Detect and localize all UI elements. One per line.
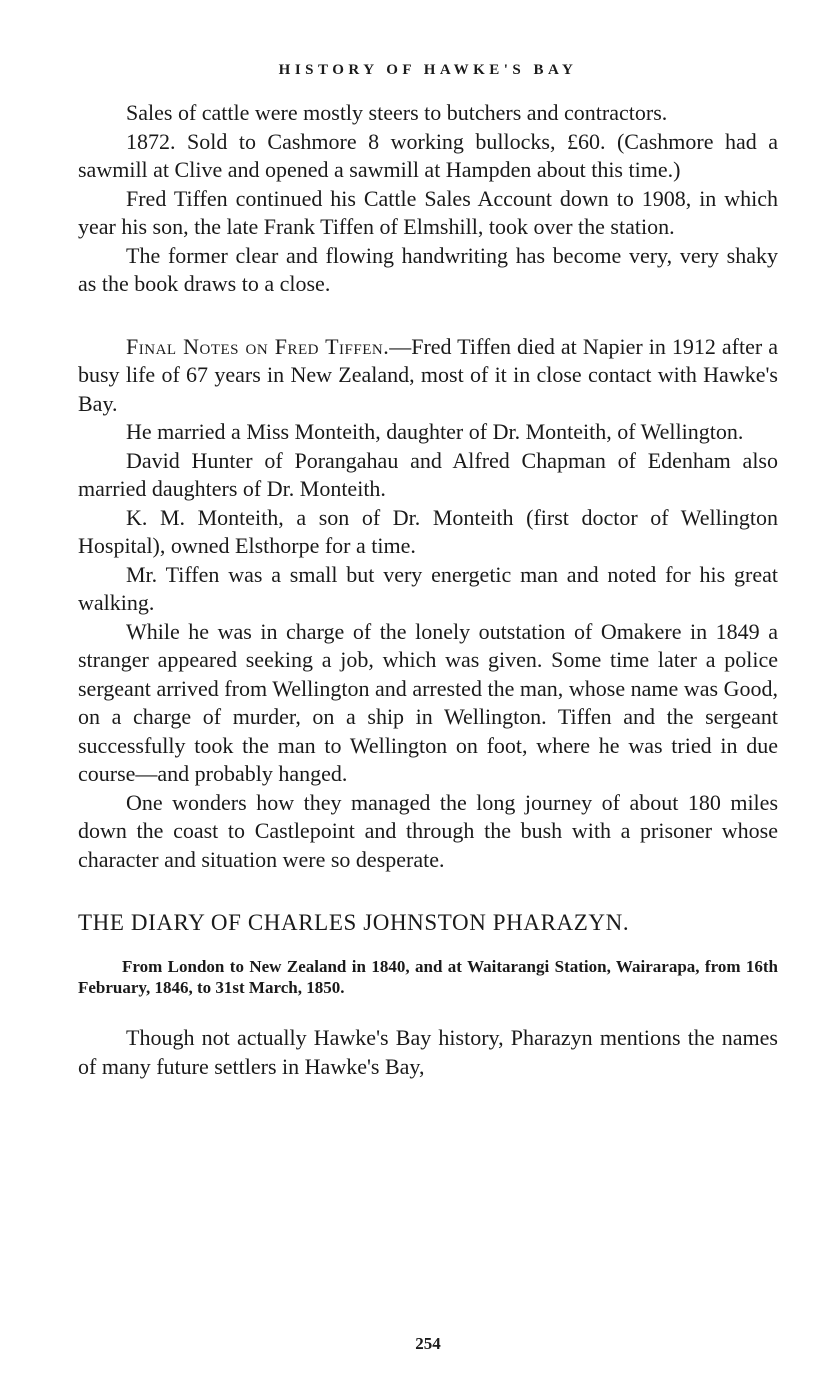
paragraph-handwriting: The former clear and flowing handwriting has become very, very shaky as the book draws to a close. <box>78 242 778 296</box>
final-notes-text: —Fred Tiffen died at Napier in 1912 after a busy life of 67 years in New Zealand, most of it in close contact with Hawke's Bay. <box>78 333 778 416</box>
paragraph-journey: One wonders how they managed the long journey of about 180 miles down the coast to Castlepoint and through the bush with a prisoner whose character and situation were so desperate. <box>78 789 778 872</box>
section-subtitle: From London to New Zealand in 1840, and at Waitarangi Station, Wairarapa, from 16th February, 1846, to 31st March, 1850. <box>78 957 778 997</box>
paragraph-monteith-son: K. M. Monteith, a son of Dr. Monteith (first doctor of Wellington Hospital), owned Elsthorpe for a time. <box>78 504 778 558</box>
running-head: HISTORY OF HAWKE'S BAY <box>278 62 578 78</box>
paragraph-1872-entry: 1872. Sold to Cashmore 8 working bullocks, £60. (Cashmore had a sawmill at Clive and opened a sawmill at Hampden about this time.) <box>78 128 778 182</box>
book-page <box>78 62 778 1353</box>
paragraph-gap <box>78 299 778 333</box>
paragraph-sales-account: Fred Tiffen continued his Cattle Sales Account down to 1908, in which year his son, the late Frank Tiffen of Elmshill, took over the station. <box>78 185 778 239</box>
section-title: THE DIARY OF CHARLES JOHNSTON PHARAZYN. <box>78 910 630 935</box>
final-notes-heading: Final Notes on Fred Tiffen. <box>126 333 390 359</box>
paragraph-marriage: He married a Miss Monteith, daughter of Dr. Monteith, of Wellington. <box>126 419 744 444</box>
paragraph-pharazyn: Though not actually Hawke's Bay history, Pharazyn mentions the names of many future settlers in Hawke's Bay, <box>78 1025 778 1079</box>
paragraph-walking: Mr. Tiffen was a small but very energetic man and noted for his great walking. <box>78 561 778 615</box>
paragraph-daughters: David Hunter of Porangahau and Alfred Chapman of Edenham also married daughters of Dr. Monteith. <box>78 447 778 501</box>
page-number: 254 <box>415 1334 441 1353</box>
paragraph-final-notes <box>78 333 778 419</box>
paragraph-cattle-sales: Sales of cattle were mostly steers to butchers and contractors. <box>126 100 668 125</box>
paragraph-omakere: While he was in charge of the lonely outstation of Omakere in 1849 a stranger appeared seeking a job, which was given. Some time later a police sergeant arrived from Wellington and arrested the man, whose name was Good, on a charge of murder, on a ship in Wellington. Tiffen and the sergeant successfully took the man to Wellington on foot, where he was tried in due course—and probably hanged. <box>78 618 778 786</box>
